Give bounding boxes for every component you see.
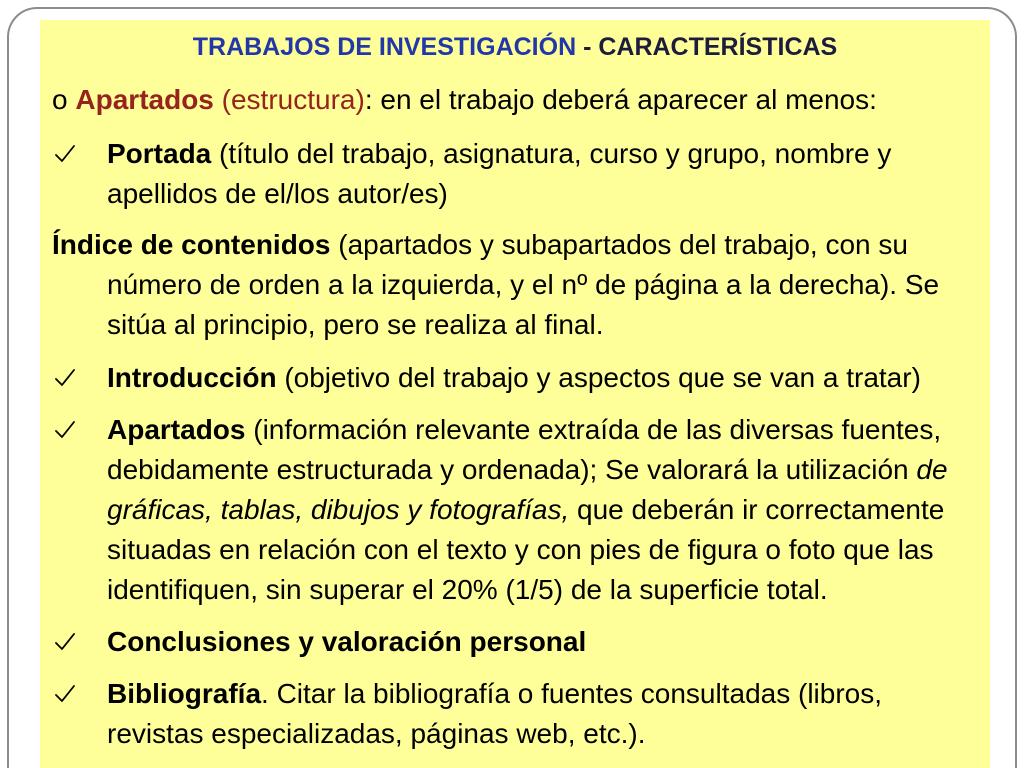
item-bibliografia xyxy=(40,674,990,754)
content-panel xyxy=(40,20,990,768)
title-main: TRABAJOS DE INVESTIGACIÓN xyxy=(192,33,577,61)
item-text: debidamente estructurada y ordenada); Se valorará la utilización xyxy=(107,454,917,485)
item-term: Portada xyxy=(107,138,212,169)
intro-text: : en el trabajo deberá aparecer al menos: xyxy=(364,84,877,115)
item-conclusiones xyxy=(40,622,990,662)
item-line xyxy=(40,530,990,570)
item-text: (información relevante extraída de las diversas fuentes, xyxy=(245,414,942,445)
item-emphasis: de xyxy=(916,454,948,485)
item-term: Índice de contenidos xyxy=(52,229,331,260)
item-line xyxy=(40,410,990,450)
item-text: revistas especializadas, páginas web, etc.). xyxy=(107,718,646,749)
bullet-marker: o xyxy=(52,84,68,115)
check-icon xyxy=(54,631,76,653)
intro-term: Apartados xyxy=(75,84,214,115)
check-icon xyxy=(54,367,76,389)
item-text: situadas en relación con el texto y con pies de figura o foto que las xyxy=(107,534,934,565)
item-line xyxy=(40,358,990,398)
item-text: que deberán ir correctamente xyxy=(569,494,945,525)
item-apartados xyxy=(40,410,990,610)
item-line xyxy=(40,674,990,714)
item-introduccion xyxy=(40,358,990,398)
item-indice xyxy=(40,225,990,345)
item-text: identifiquen, sin superar el 20% (1/5) de la superficie total. xyxy=(107,574,828,605)
item-text: (apartados y subapartados del trabajo, con su xyxy=(330,229,908,260)
item-text: (objetivo del trabajo y aspectos que se van a tratar) xyxy=(276,362,921,393)
item-line xyxy=(40,714,990,754)
intro-line xyxy=(40,80,990,120)
intro-paragraph xyxy=(40,80,990,120)
title-dash: - xyxy=(576,33,599,61)
item-portada xyxy=(40,134,990,214)
item-emphasis: gráficas, tablas, dibujos y fotografías, xyxy=(107,494,570,525)
item-line xyxy=(40,450,990,490)
item-line xyxy=(40,490,990,530)
check-icon xyxy=(54,143,76,165)
item-text: (título del trabajo, asignatura, curso y grupo, nombre y xyxy=(211,138,892,169)
item-text: número de orden a la izquierda, y el nº de página a la derecha). Se xyxy=(107,269,940,300)
item-text: sitúa al principio, pero se realiza al final. xyxy=(107,309,604,340)
title-sub: CARACTERÍSTICAS xyxy=(598,33,838,61)
item-term: Bibliografía xyxy=(107,678,262,709)
item-line xyxy=(40,134,990,174)
check-icon xyxy=(54,419,76,441)
item-line xyxy=(40,305,990,345)
item-line xyxy=(40,225,990,265)
item-line xyxy=(40,174,990,214)
item-term: Introducción xyxy=(107,362,277,393)
check-icon xyxy=(54,683,76,705)
item-line xyxy=(40,265,990,305)
item-term: Conclusiones y valoración personal xyxy=(107,626,587,657)
item-term: Apartados xyxy=(107,414,246,445)
item-line xyxy=(40,622,990,662)
intro-qualifier: (estructura) xyxy=(213,84,365,115)
item-text: apellidos de el/los autor/es) xyxy=(107,178,448,209)
item-text: . Citar la bibliografía o fuentes consultadas (libros, xyxy=(261,678,883,709)
item-line xyxy=(40,570,990,610)
slide-title xyxy=(40,32,990,62)
